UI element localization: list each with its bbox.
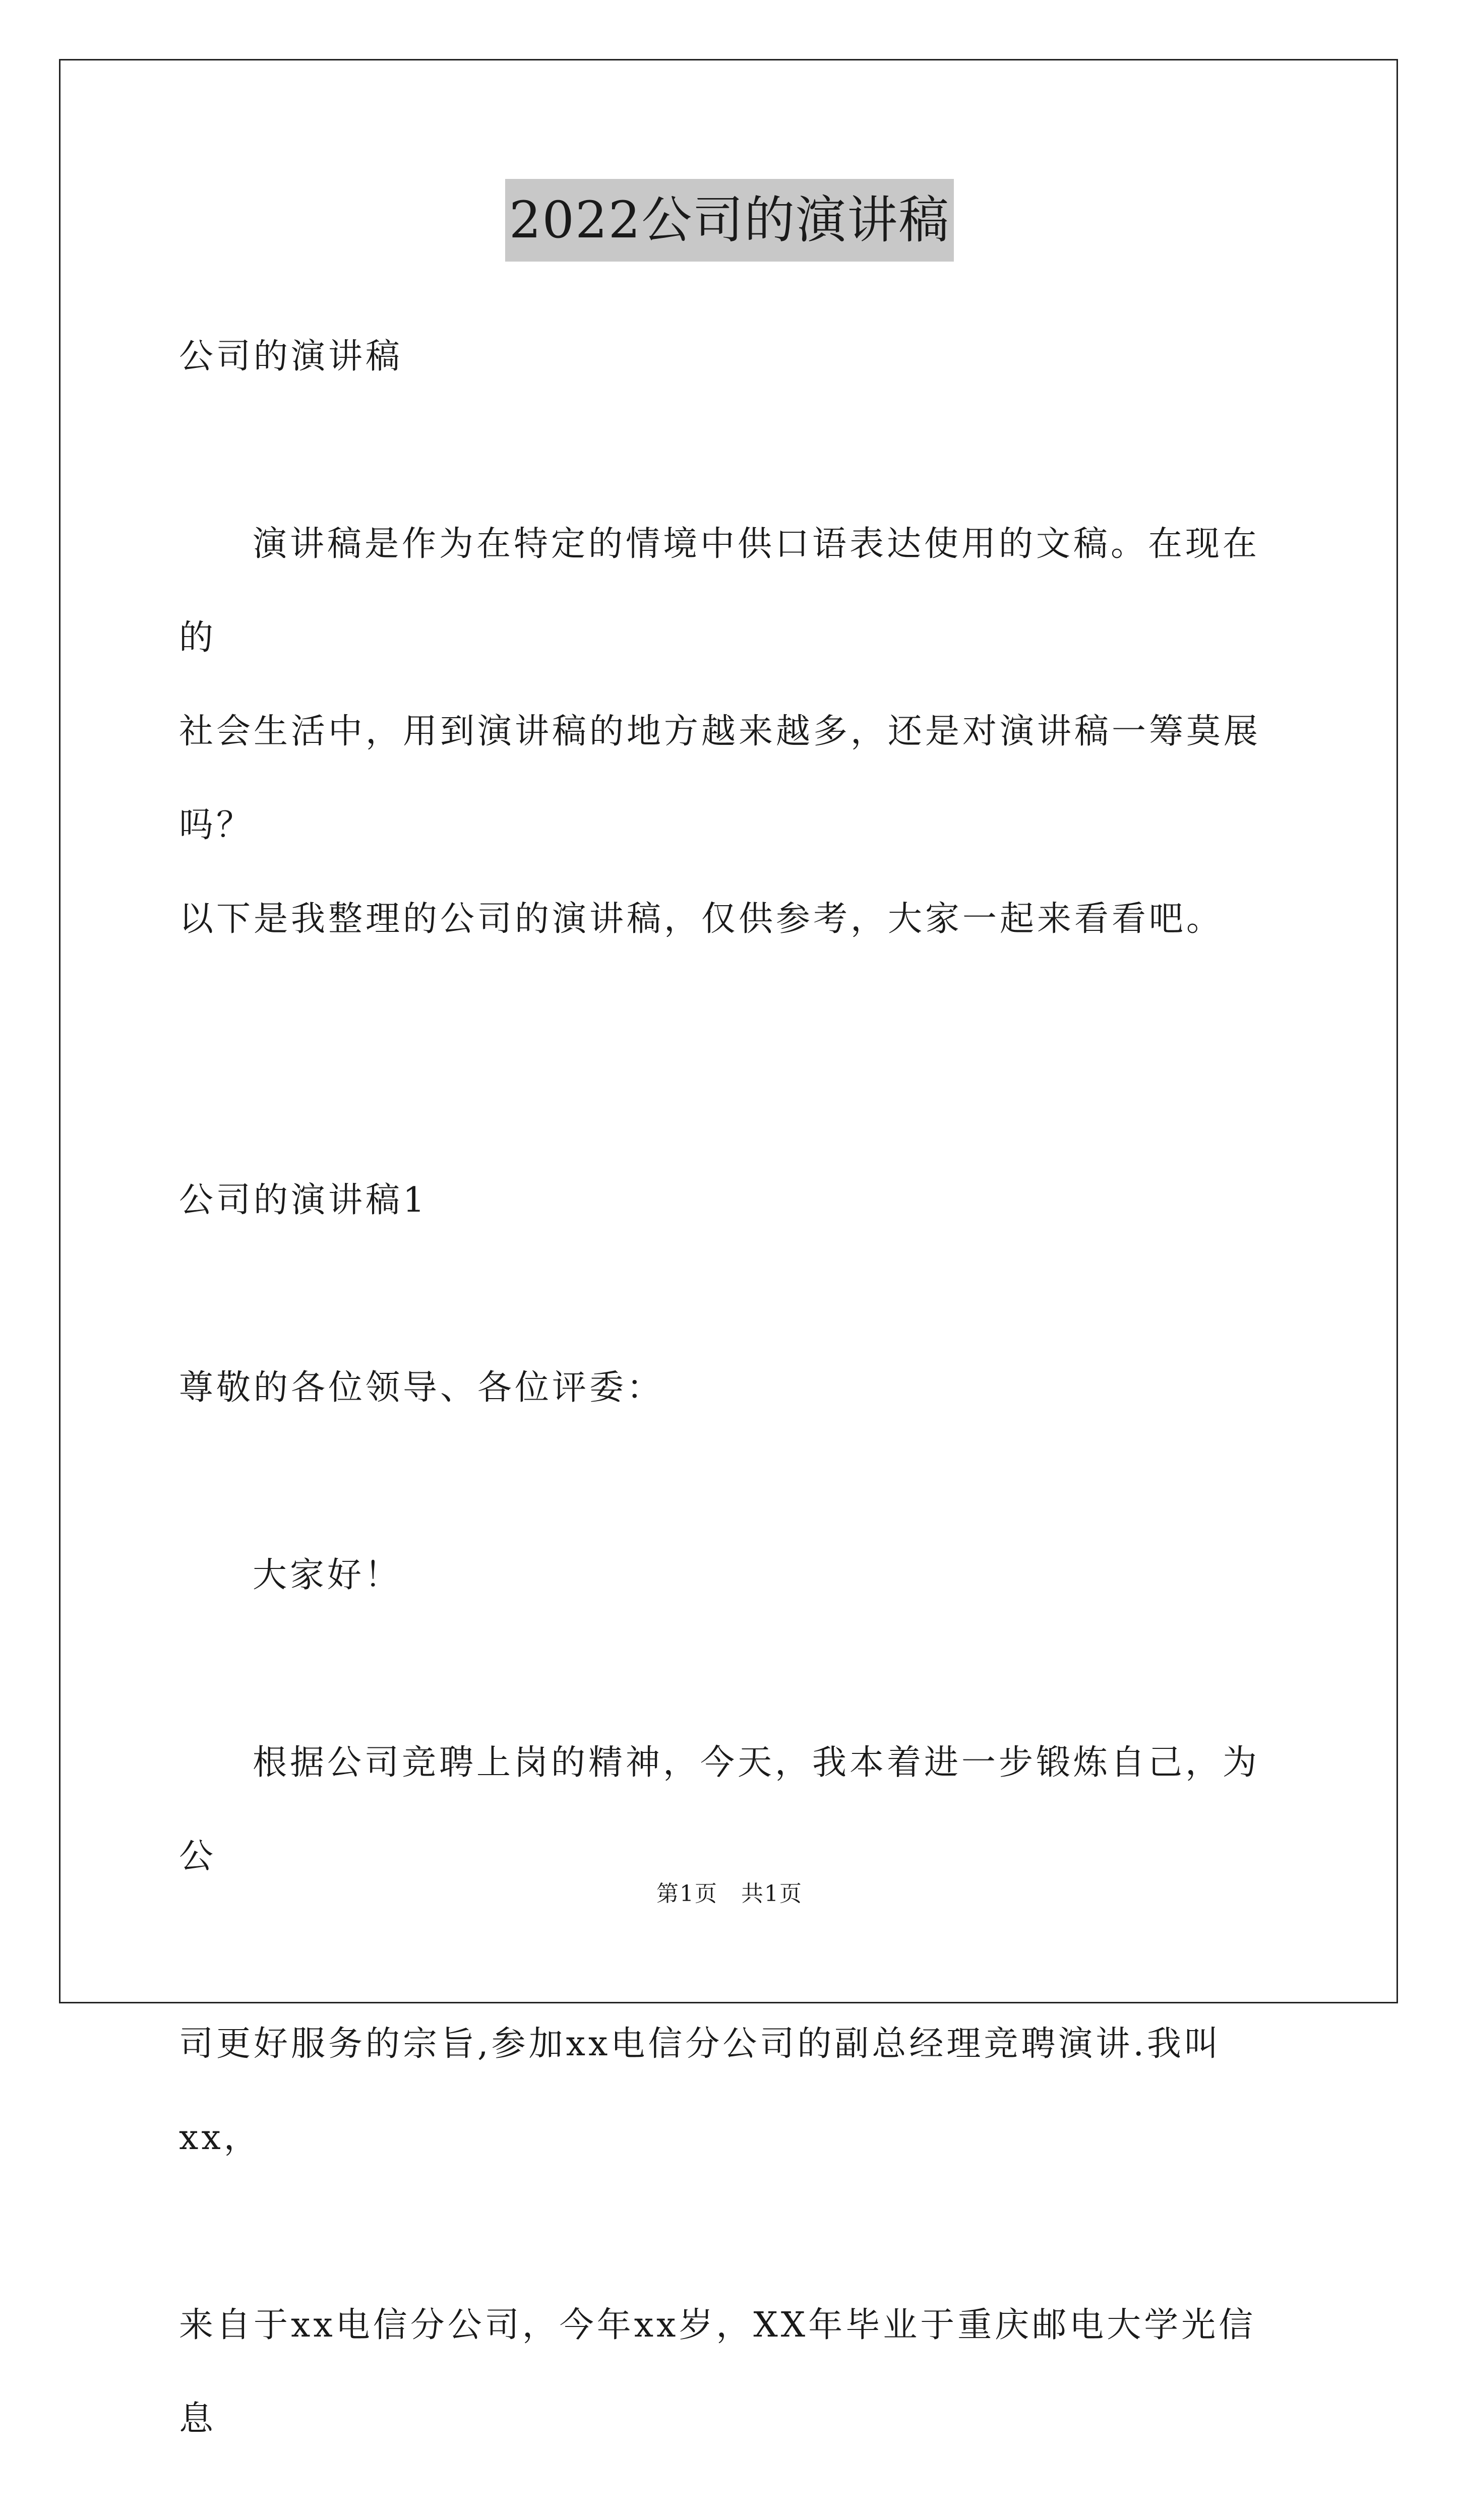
document-title: 2022公司的演讲稿 [505,179,954,262]
body-line: 根据公司竞聘上岗的精神，今天，我本着进一步锻炼自己，为公 [179,1743,1260,1876]
blank-line [179,404,1288,497]
document-body [179,310,1288,2520]
page-footer: 第1页 共1页 [656,1881,803,1907]
greeting: 大家好！ [253,1555,402,1595]
blank-line [179,1435,1288,1529]
body-line: 司更好服务的宗旨,参加xx电信分公司的副总经理竞聘演讲.我叫xx， [179,2024,1222,2158]
subtitle: 公司的演讲稿 [179,337,403,376]
intro-line: 社会生活中，用到演讲稿的地方越来越多，还是对演讲稿一筹莫展吗？ [179,712,1261,845]
body-line: 来自于xx电信分公司，今年xx岁，XX年毕业于重庆邮电大学光信息 [179,2305,1256,2439]
intro-line: 演讲稿是作为在特定的情境中供口语表达使用的文稿。在现在的 [179,524,1260,658]
blank-line [179,1247,1288,1341]
title-area [0,179,1459,262]
salutation: 尊敬的各位领导、各位评委： [179,1368,664,1408]
section-heading: 公司的演讲稿1 [179,1180,428,1220]
blank-line [179,1060,1288,1154]
blank-line [179,2466,1288,2520]
blank-line [179,966,1288,1060]
blank-line [179,1904,1288,1997]
blank-line [179,1622,1288,1716]
blank-line [179,2185,1288,2279]
intro-line: 以下是我整理的公司的演讲稿，仅供参考，大家一起来看看吧。 [179,899,1224,939]
